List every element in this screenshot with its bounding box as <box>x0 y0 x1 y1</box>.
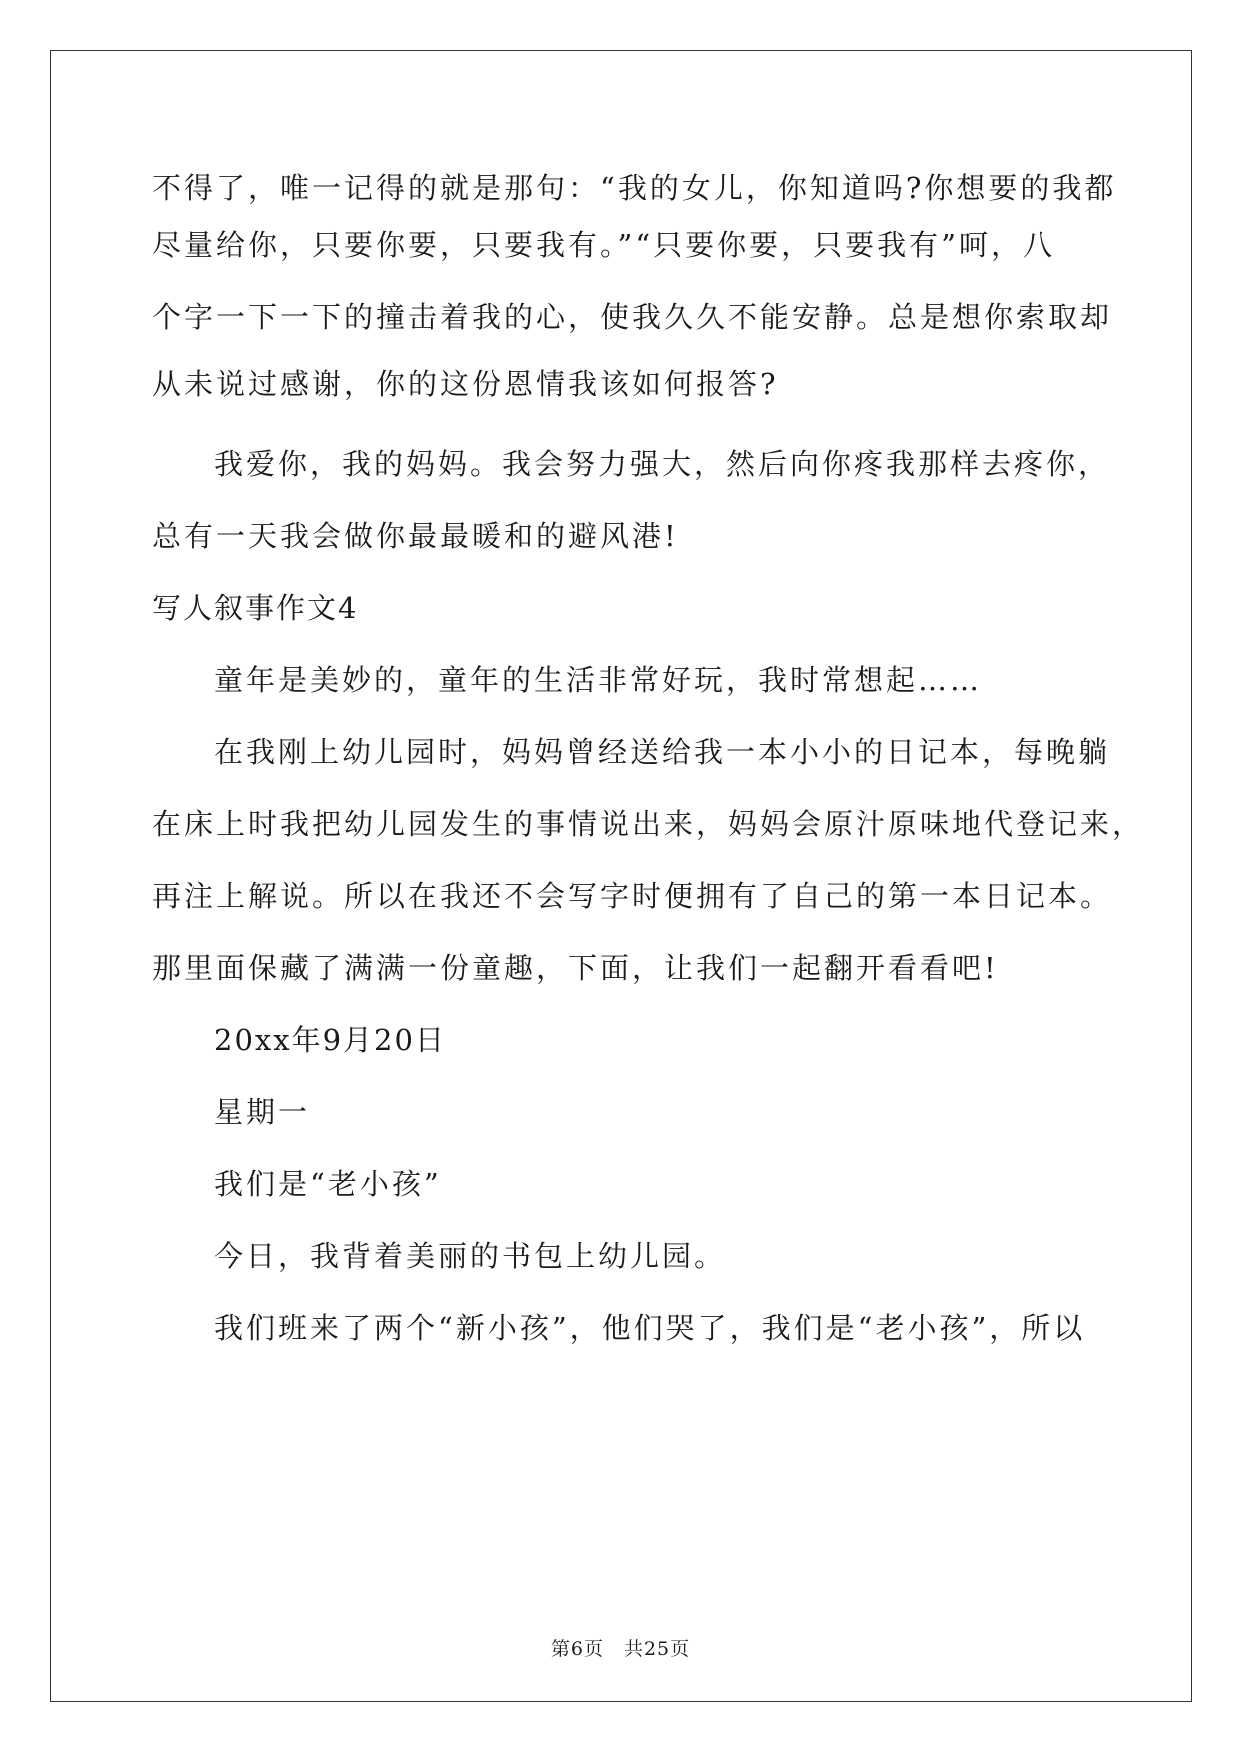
total-pages: 共25页 <box>623 1638 691 1660</box>
text-line: 不得了，唯一记得的就是那句：“我的女儿，你知道吗?你想要的我都 <box>152 171 1117 205</box>
text-line: 那里面保藏了满满一份童趣，下面，让我们一起翻开看看吧! <box>152 951 999 985</box>
section-heading: 写人叙事作文4 <box>152 591 359 625</box>
diary-weekday: 星期一 <box>214 1095 311 1129</box>
paragraph-line: 我爱你，我的妈妈。我会努力强大，然后向你疼我那样去疼你， <box>214 447 1111 481</box>
paragraph-line: 童年是美妙的，童年的生活非常好玩，我时常想起…… <box>214 663 983 697</box>
diary-date: 20xx年9月20日 <box>214 1023 446 1057</box>
text-line: 个字一下一下的撞击着我的心，使我久久不能安静。总是想你索取却 <box>152 300 1113 334</box>
diary-title: 我们是“老小孩” <box>214 1167 442 1201</box>
paragraph-line: 在我刚上幼儿园时，妈妈曾经送给我一本小小的日记本，每晚躺 <box>214 735 1111 769</box>
paragraph-line: 今日，我背着美丽的书包上幼儿园。 <box>214 1239 727 1273</box>
text-line: 从未说过感谢，你的这份恩情我该如何报答? <box>152 367 779 401</box>
paragraph-line: 我们班来了两个“新小孩”，他们哭了，我们是“老小孩”，所以 <box>214 1311 1086 1345</box>
current-page: 第6页 <box>550 1638 604 1660</box>
text-line: 尽量给你，只要你要，只要我有。”“只要你要，只要我有”呵，八 <box>152 228 1055 262</box>
text-line: 在床上时我把幼儿园发生的事情说出来，妈妈会原汁原味地代登记来， <box>152 807 1145 841</box>
text-line: 再注上解说。所以在我还不会写字时便拥有了自己的第一本日记本。 <box>152 879 1113 913</box>
page-footer <box>0 1634 1241 1661</box>
text-line: 总有一天我会做你最最暖和的避风港! <box>152 519 679 553</box>
